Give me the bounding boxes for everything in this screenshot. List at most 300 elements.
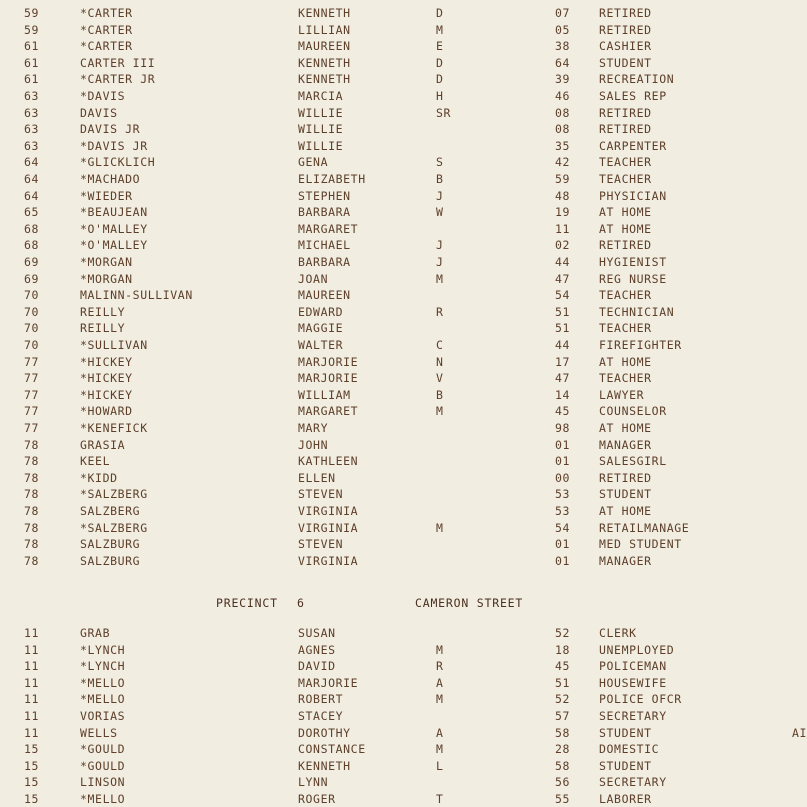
resident-row (0, 138, 800, 154)
resident-row (0, 254, 800, 270)
middle-initial: D (436, 55, 444, 70)
first-name: MAGGIE (298, 321, 344, 336)
resident-row (0, 271, 800, 287)
occupation: RETIRED (599, 105, 652, 120)
last-name: REILLY (80, 321, 126, 336)
last-name: *GOULD (80, 758, 126, 773)
age-code: 51 (555, 321, 571, 336)
first-name: ELIZABETH (298, 172, 366, 186)
age-code: 00 (555, 470, 571, 485)
occupation: SALES REP (599, 89, 667, 103)
house-number: 78 (24, 537, 40, 552)
house-number: 15 (24, 742, 40, 757)
house-number: 70 (24, 338, 40, 352)
middle-initial: S (436, 155, 444, 170)
first-name: MAUREEN (298, 39, 351, 54)
age-code: 59 (555, 172, 571, 186)
middle-initial: J (436, 238, 444, 253)
resident-row (0, 55, 800, 71)
resident-row (0, 121, 800, 137)
last-name: *CARTER JR (80, 72, 156, 87)
middle-initial: W (436, 205, 444, 220)
occupation: CLERK (599, 626, 637, 640)
first-name: MARJORIE (298, 675, 359, 690)
middle-initial: C (436, 338, 444, 352)
occupation: UNEMPLOYED (599, 642, 675, 657)
house-number: 78 (24, 504, 40, 518)
occupation: RETIRED (599, 470, 652, 485)
resident-row (0, 420, 800, 436)
house-number: 15 (24, 758, 40, 773)
house-number: 11 (24, 692, 40, 707)
occupation: RETIRED (599, 22, 652, 37)
resident-row (0, 171, 800, 187)
house-number: 64 (24, 172, 40, 186)
last-name: *CARTER (80, 39, 133, 54)
resident-row (0, 154, 800, 170)
house-number: 59 (24, 6, 40, 20)
house-number: 69 (24, 271, 40, 286)
first-name: SUSAN (298, 626, 336, 640)
resident-row (0, 320, 800, 336)
house-number: 78 (24, 437, 40, 452)
resident-row (0, 38, 800, 54)
last-name: WELLS (80, 725, 118, 740)
occupation: STUDENT (599, 487, 652, 502)
occupation: TEACHER (599, 321, 652, 336)
house-number: 70 (24, 321, 40, 336)
middle-initial: M (436, 404, 444, 419)
age-code: 52 (555, 626, 571, 640)
occupation: SECRETARY (599, 775, 667, 790)
middle-initial: E (436, 39, 444, 54)
resident-row (0, 675, 800, 691)
resident-row (0, 553, 800, 569)
house-number: 77 (24, 404, 40, 419)
house-number: 78 (24, 470, 40, 485)
last-name: SALZBERG (80, 504, 141, 518)
occupation: POLICE OFCR (599, 692, 682, 707)
occupation: POLICEMAN (599, 659, 667, 674)
middle-initial: R (436, 659, 444, 674)
resident-row (0, 536, 800, 552)
age-code: 18 (555, 642, 571, 657)
middle-initial: D (436, 72, 444, 87)
house-number: 11 (24, 709, 40, 723)
last-name: MALINN-SULLIVAN (80, 288, 193, 303)
resident-row (0, 691, 800, 707)
precinct-number: 6 (297, 596, 305, 610)
last-name: *O'MALLEY (80, 221, 148, 236)
last-name: *DAVIS JR (80, 138, 148, 153)
occupation: MED STUDENT (599, 537, 682, 552)
occupation: STUDENT (599, 725, 652, 740)
age-code: 45 (555, 404, 571, 419)
last-name: *CARTER (80, 22, 133, 37)
last-name: *MELLO (80, 792, 126, 806)
middle-initial: B (436, 387, 444, 402)
age-code: 55 (555, 792, 571, 806)
resident-row (0, 237, 800, 253)
first-name: DAVID (298, 659, 336, 674)
last-name: *SALZBERG (80, 520, 148, 535)
age-code: 01 (555, 454, 571, 469)
resident-row (0, 470, 800, 486)
age-code: 45 (555, 659, 571, 674)
first-name: WILLIE (298, 105, 344, 120)
occupation: TECHNICIAN (599, 304, 675, 319)
resident-row (0, 387, 800, 403)
occupation: RETAILMANAGE (599, 520, 690, 535)
house-number: 64 (24, 155, 40, 170)
middle-initial: A (436, 675, 444, 690)
first-name: KENNETH (298, 758, 351, 773)
age-code: 05 (555, 22, 571, 37)
age-code: 47 (555, 271, 571, 286)
last-name: *SULLIVAN (80, 338, 148, 352)
age-code: 17 (555, 354, 571, 369)
first-name: BARBARA (298, 255, 351, 269)
last-name: *MACHADO (80, 172, 141, 186)
age-code: 54 (555, 288, 571, 303)
age-code: 54 (555, 520, 571, 535)
middle-initial: M (436, 642, 444, 657)
age-code: 56 (555, 775, 571, 790)
house-number: 69 (24, 255, 40, 269)
first-name: VIRGINIA (298, 553, 359, 568)
age-code: 58 (555, 725, 571, 740)
age-code: 51 (555, 304, 571, 319)
age-code: 44 (555, 338, 571, 352)
occupation: TEACHER (599, 288, 652, 303)
resident-row (0, 503, 800, 519)
resident-row (0, 354, 800, 370)
last-name: *HICKEY (80, 387, 133, 402)
middle-initial: B (436, 172, 444, 186)
last-name: DAVIS JR (80, 122, 141, 137)
first-name: LYNN (298, 775, 329, 790)
occupation: MANAGER (599, 437, 652, 452)
age-code: 39 (555, 72, 571, 87)
last-name: SALZBURG (80, 537, 141, 552)
first-name: BARBARA (298, 205, 351, 220)
middle-initial: J (436, 255, 444, 269)
resident-row (0, 758, 800, 774)
last-name: *BEAUJEAN (80, 205, 148, 220)
first-name: EDWARD (298, 304, 344, 319)
house-number: 78 (24, 487, 40, 502)
occupation: SALESGIRL (599, 454, 667, 469)
age-code: 58 (555, 758, 571, 773)
occupation: STUDENT (599, 55, 652, 70)
first-name: JOAN (298, 271, 329, 286)
resident-row (0, 642, 800, 658)
age-code: 01 (555, 437, 571, 452)
resident-row (0, 105, 800, 121)
resident-row (0, 658, 800, 674)
resident-row (0, 453, 800, 469)
resident-row (0, 221, 800, 237)
age-code: 02 (555, 238, 571, 253)
occupation: SECRETARY (599, 709, 667, 723)
first-name: KENNETH (298, 6, 351, 20)
occupation: DOMESTIC (599, 742, 660, 757)
resident-row (0, 287, 800, 303)
last-name: *SALZBERG (80, 487, 148, 502)
last-name: DAVIS (80, 105, 118, 120)
first-name: VIRGINIA (298, 520, 359, 535)
first-name: LILLIAN (298, 22, 351, 37)
house-number: 15 (24, 775, 40, 790)
middle-initial: N (436, 354, 444, 369)
age-code: 07 (555, 6, 571, 20)
resident-row (0, 22, 800, 38)
house-number: 63 (24, 89, 40, 103)
house-number: 63 (24, 105, 40, 120)
first-name: MARY (298, 421, 329, 435)
last-name: *CARTER (80, 6, 133, 20)
last-name: CARTER III (80, 55, 156, 70)
last-name: *HICKEY (80, 354, 133, 369)
house-number: 11 (24, 659, 40, 674)
first-name: STEPHEN (298, 188, 351, 203)
house-number: 15 (24, 792, 40, 806)
last-name: REILLY (80, 304, 126, 319)
last-name: VORIAS (80, 709, 126, 723)
resident-row (0, 437, 800, 453)
age-code: 53 (555, 487, 571, 502)
last-name: *GLICKLICH (80, 155, 156, 170)
first-name: KENNETH (298, 72, 351, 87)
last-name: *WIEDER (80, 188, 133, 203)
first-name: MARCIA (298, 89, 344, 103)
occupation: STUDENT (599, 758, 652, 773)
age-code: 08 (555, 122, 571, 137)
first-name: MAUREEN (298, 288, 351, 303)
resident-row (0, 520, 800, 536)
middle-initial: L (436, 758, 444, 773)
first-name: MARGARET (298, 221, 359, 236)
last-name: *GOULD (80, 742, 126, 757)
house-number: 77 (24, 354, 40, 369)
age-code: 64 (555, 55, 571, 70)
middle-initial: A (436, 725, 444, 740)
first-name: KENNETH (298, 55, 351, 70)
occupation: RETIRED (599, 122, 652, 137)
last-name: *HOWARD (80, 404, 133, 419)
resident-row (0, 741, 800, 757)
occupation: TEACHER (599, 371, 652, 386)
middle-initial: M (436, 520, 444, 535)
resident-row (0, 204, 800, 220)
resident-row (0, 71, 800, 87)
first-name: KATHLEEN (298, 454, 359, 469)
house-number: 68 (24, 221, 40, 236)
last-name: *MORGAN (80, 271, 133, 286)
last-name: *DAVIS (80, 89, 126, 103)
house-number: 78 (24, 454, 40, 469)
middle-initial: H (436, 89, 444, 103)
first-name: WALTER (298, 338, 344, 352)
first-name: MARJORIE (298, 354, 359, 369)
house-number: 64 (24, 188, 40, 203)
age-code: 19 (555, 205, 571, 220)
first-name: WILLIE (298, 138, 344, 153)
first-name: WILLIAM (298, 387, 351, 402)
occupation: MANAGER (599, 553, 652, 568)
last-name: GRASIA (80, 437, 126, 452)
house-number: 70 (24, 304, 40, 319)
last-name: *HICKEY (80, 371, 133, 386)
first-name: ROGER (298, 792, 336, 806)
first-name: ROBERT (298, 692, 344, 707)
first-name: GENA (298, 155, 329, 170)
middle-initial: M (436, 742, 444, 757)
age-code: 46 (555, 89, 571, 103)
occupation: COUNSELOR (599, 404, 667, 419)
age-code: 08 (555, 105, 571, 120)
first-name: JOHN (298, 437, 329, 452)
middle-initial: T (436, 792, 444, 806)
occupation: RETIRED (599, 238, 652, 253)
house-number: 61 (24, 39, 40, 54)
house-number: 78 (24, 520, 40, 535)
occupation: CARPENTER (599, 138, 667, 153)
occupation: HYGIENIST (599, 255, 667, 269)
age-code: 53 (555, 504, 571, 518)
first-name: VIRGINIA (298, 504, 359, 518)
age-code: 35 (555, 138, 571, 153)
middle-initial: M (436, 692, 444, 707)
resident-row (0, 5, 800, 21)
age-code: 38 (555, 39, 571, 54)
house-number: 65 (24, 205, 40, 220)
resident-row (0, 88, 800, 104)
cut-off-text: AI (792, 725, 807, 740)
resident-row (0, 725, 807, 741)
last-name: *MELLO (80, 675, 126, 690)
middle-initial: J (436, 188, 444, 203)
age-code: 14 (555, 387, 571, 402)
occupation: TEACHER (599, 172, 652, 186)
resident-row (0, 304, 800, 320)
middle-initial: M (436, 22, 444, 37)
resident-row (0, 708, 800, 724)
occupation: RETIRED (599, 6, 652, 20)
occupation: HOUSEWIFE (599, 675, 667, 690)
occupation: AT HOME (599, 205, 652, 220)
first-name: STACEY (298, 709, 344, 723)
house-number: 77 (24, 421, 40, 435)
occupation: CASHIER (599, 39, 652, 54)
resident-row (0, 625, 800, 641)
occupation: LABORER (599, 792, 652, 806)
age-code: 11 (555, 221, 571, 236)
occupation: LAWYER (599, 387, 645, 402)
first-name: DOROTHY (298, 725, 351, 740)
house-number: 11 (24, 725, 40, 740)
house-number: 11 (24, 626, 40, 640)
first-name: ELLEN (298, 470, 336, 485)
house-number: 63 (24, 138, 40, 153)
first-name: MARGARET (298, 404, 359, 419)
occupation: AT HOME (599, 504, 652, 518)
resident-row (0, 188, 800, 204)
house-number: 61 (24, 72, 40, 87)
occupation: AT HOME (599, 221, 652, 236)
age-code: 01 (555, 553, 571, 568)
house-number: 11 (24, 675, 40, 690)
first-name: STEVEN (298, 537, 344, 552)
last-name: KEEL (80, 454, 111, 469)
age-code: 98 (555, 421, 571, 435)
house-number: 77 (24, 371, 40, 386)
last-name: LINSON (80, 775, 126, 790)
occupation: RECREATION (599, 72, 675, 87)
age-code: 48 (555, 188, 571, 203)
age-code: 01 (555, 537, 571, 552)
house-number: 77 (24, 387, 40, 402)
last-name: SALZBURG (80, 553, 141, 568)
first-name: CONSTANCE (298, 742, 366, 757)
house-number: 11 (24, 642, 40, 657)
first-name: AGNES (298, 642, 336, 657)
resident-row (0, 486, 800, 502)
first-name: STEVEN (298, 487, 344, 502)
occupation: TEACHER (599, 155, 652, 170)
house-number: 63 (24, 122, 40, 137)
resident-row (0, 337, 800, 353)
occupation: AT HOME (599, 354, 652, 369)
middle-initial: SR (436, 105, 452, 120)
resident-row (0, 370, 800, 386)
middle-initial: M (436, 271, 444, 286)
age-code: 51 (555, 675, 571, 690)
occupation: AT HOME (599, 421, 652, 435)
age-code: 47 (555, 371, 571, 386)
last-name: *LYNCH (80, 659, 126, 674)
age-code: 28 (555, 742, 571, 757)
resident-row (0, 791, 800, 807)
first-name: MICHAEL (298, 238, 351, 253)
occupation: REG NURSE (599, 271, 667, 286)
house-number: 61 (24, 55, 40, 70)
middle-initial: V (436, 371, 444, 386)
resident-row (0, 774, 800, 790)
middle-initial: R (436, 304, 444, 319)
last-name: *KENEFICK (80, 421, 148, 435)
age-code: 42 (555, 155, 571, 170)
age-code: 44 (555, 255, 571, 269)
house-number: 70 (24, 288, 40, 303)
house-number: 68 (24, 238, 40, 253)
precinct-street: CAMERON STREET (415, 596, 524, 610)
age-code: 57 (555, 709, 571, 723)
precinct-heading (0, 594, 800, 612)
last-name: *KIDD (80, 470, 118, 485)
last-name: *LYNCH (80, 642, 126, 657)
resident-row (0, 403, 800, 419)
last-name: GRAB (80, 626, 111, 640)
last-name: *MELLO (80, 692, 126, 707)
precinct-label: PRECINCT (216, 596, 278, 610)
last-name: *MORGAN (80, 255, 133, 269)
occupation: FIREFIGHTER (599, 338, 682, 352)
house-number: 59 (24, 22, 40, 37)
occupation: PHYSICIAN (599, 188, 667, 203)
first-name: MARJORIE (298, 371, 359, 386)
house-number: 78 (24, 553, 40, 568)
